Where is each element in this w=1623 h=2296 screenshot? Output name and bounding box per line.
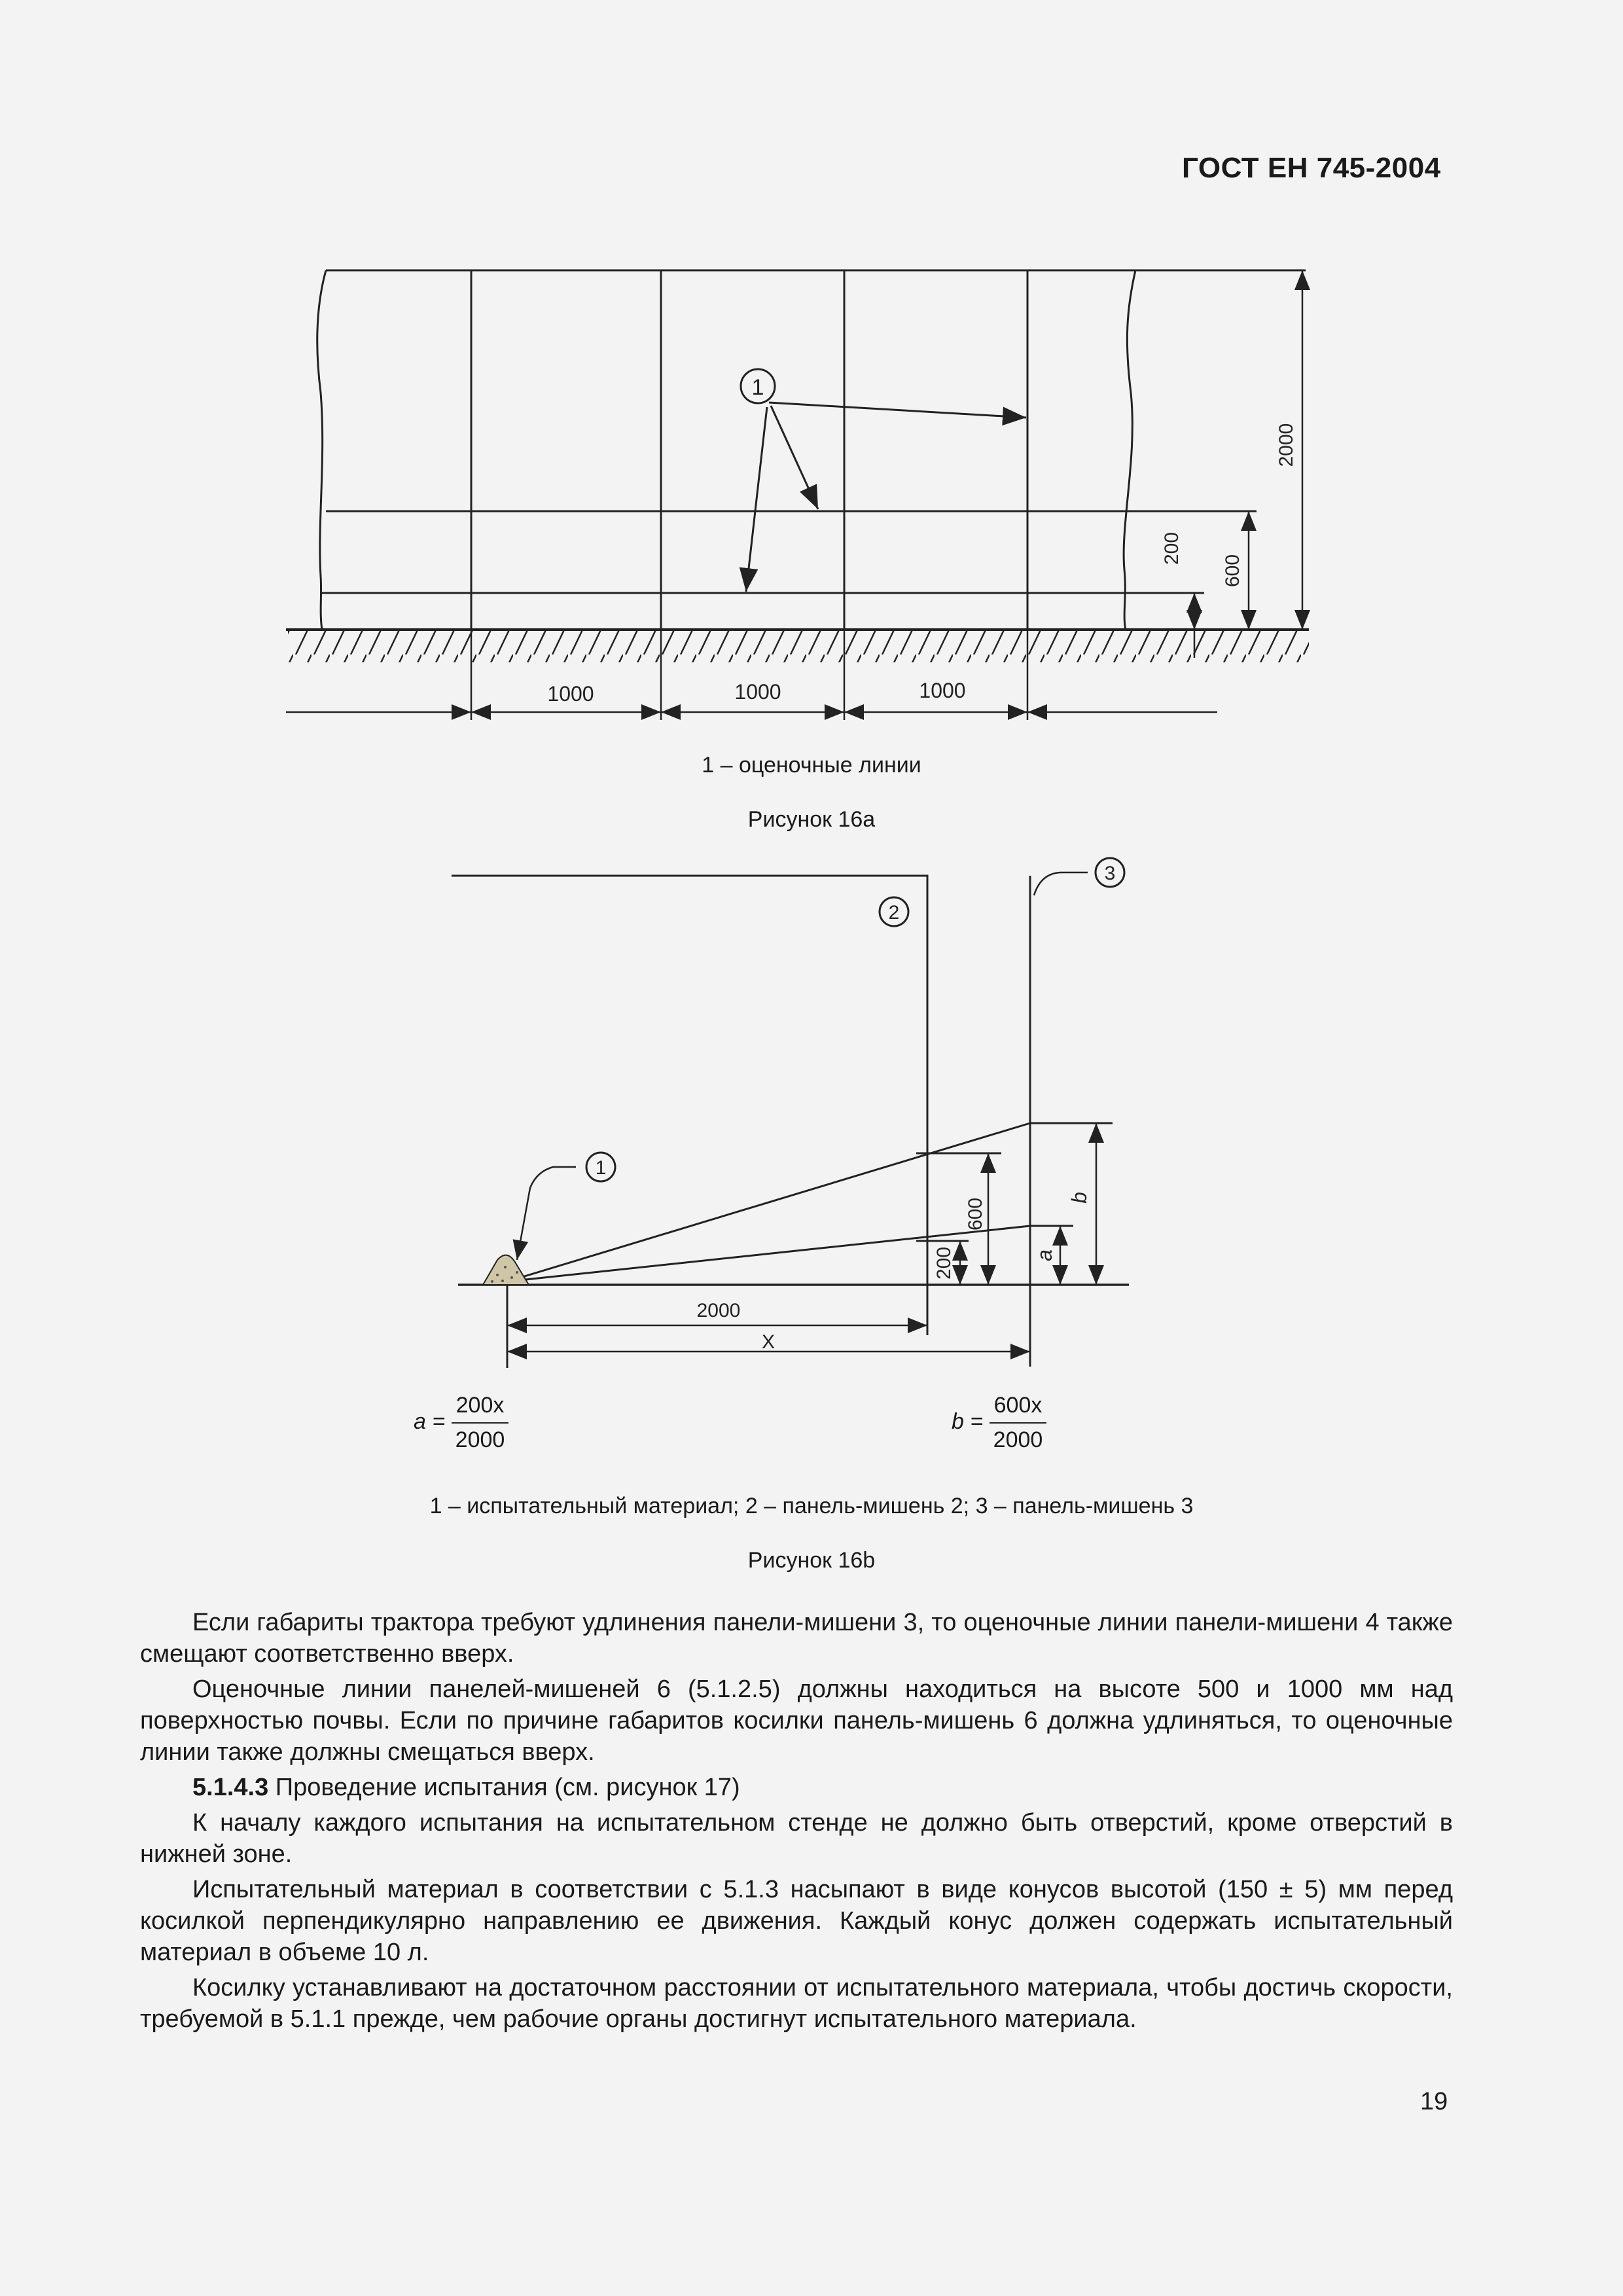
- paragraph-5: Испытательный материал в соответствии с 5.1.3 насыпают в виде конусов высотой (150 ± 5) мм перед косилкой перпендикулярно направлению ее движения. Каждый конус должен содержать испытательный материал в объеме 10 л.: [140, 1876, 1453, 1966]
- fig16b-dim-200: 200: [933, 1246, 955, 1280]
- fig16b-dim-2000: 2000: [696, 1300, 741, 1321]
- paragraph-4: К началу каждого испытания на испытательном стенде не должно быть отверстий, кроме отверстий в нижней зоне.: [140, 1809, 1453, 1868]
- document-header: ГОСТ ЕН 745-2004: [1182, 152, 1441, 184]
- fig16b-callout-2: 2: [888, 902, 900, 924]
- fig16b-dim-600: 600: [965, 1197, 986, 1231]
- formula-a-denominator: 2000: [455, 1427, 505, 1452]
- fig16b-callout-3: 3: [1104, 863, 1116, 884]
- page-number: 19: [1420, 2088, 1448, 2115]
- formula-b-lhs: b =: [952, 1408, 984, 1434]
- formula-a-numerator: 200x: [452, 1393, 509, 1424]
- fig16a-dim-1000-a: 1000: [547, 682, 594, 706]
- paragraph-3: [140, 1772, 1453, 1803]
- formula-b: [952, 1393, 1046, 1453]
- fig16a-caption: Рисунок 16а: [747, 807, 876, 832]
- fig16a-dim-2000: 2000: [1275, 423, 1297, 467]
- paragraph-1: Если габариты трактора требуют удлинения панели-мишени 3, то оценочные линии панели-мишени 4 также смещают соответственно вверх.: [140, 1609, 1453, 1668]
- section-number: 5.1.4.3: [192, 1774, 269, 1801]
- fig16b-legend: 1 – испытательный материал; 2 – панель-мишень 2; 3 – панель-мишень 3: [429, 1494, 1194, 1518]
- fig16b-dim-a: a: [1033, 1249, 1056, 1261]
- formula-a-lhs: a =: [414, 1408, 446, 1434]
- formula-b-numerator: 600x: [990, 1393, 1047, 1424]
- formula-a: [414, 1393, 508, 1453]
- fig16b-caption: Рисунок 16b: [747, 1548, 876, 1573]
- section-title: Проведение испытания (см. рисунок 17): [268, 1774, 740, 1801]
- body-text: [140, 1607, 1453, 2039]
- fig16a-dim-200: 200: [1161, 531, 1183, 565]
- paragraph-2: Оценочные линии панелей-мишеней 6 (5.1.2.5) должны находиться на высоте 500 и 1000 мм над поверхностью почвы. Если по причине габаритов косилки панель-мишень 6 должна удлиняться, то оценочные линии также должны смещаться вверх.: [140, 1676, 1453, 1766]
- fig16a-legend: 1 – оценочные линии: [702, 753, 921, 778]
- fig16a-dim-1000-b: 1000: [734, 680, 781, 704]
- fig16b-dim-x: X: [761, 1331, 776, 1353]
- fig16a-dim-600: 600: [1222, 554, 1243, 588]
- fig16b-dim-b: b: [1067, 1192, 1091, 1204]
- fig16b-callout-1: 1: [595, 1157, 607, 1179]
- fig16a-callout-1: 1: [751, 375, 764, 400]
- paragraph-6: Косилку устанавливают на достаточном расстоянии от испытательного материала, чтобы достичь скорости, требуемой в 5.1.1 прежде, чем рабочие органы достигнут испытательного материала.: [140, 1974, 1453, 2033]
- fig16a-dim-1000-c: 1000: [919, 679, 966, 702]
- formula-b-denominator: 2000: [993, 1427, 1043, 1452]
